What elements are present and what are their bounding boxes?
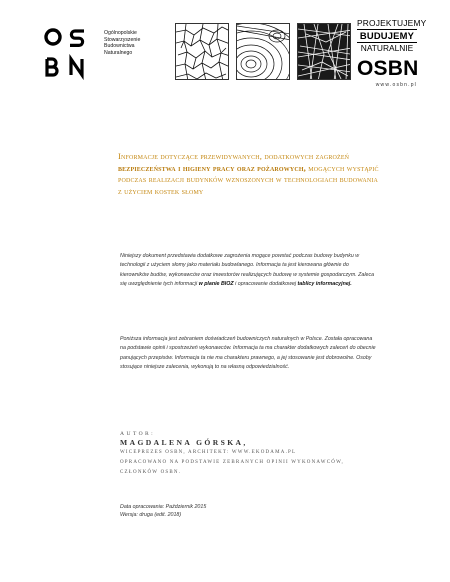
straw-fiber-texture — [297, 23, 351, 80]
author-block — [120, 430, 390, 478]
creation-date: Data opracowania: Październik 2015 — [120, 504, 207, 510]
brand-block: PROJEKTUJEMY BUDUJEMY NATURALNIE OSBN www.osbn.pl — [357, 18, 427, 88]
document-title: Informacje dotyczące przewidywanych, dodatkowych zagrożeń bezpieczeństwa i higieny pracy oraz pożarowych, mogących wystąpić podczas realizacji budynków wznoszonych w technologiach budowania z użyciem kostek słomy — [118, 151, 379, 196]
author-note: OPRACOWANO NA PODSTAWIE ZEBRANYCH OPINII WYKONAWCÓW, — [120, 460, 344, 465]
version-info: Wersja: druga (edit. 2018) — [120, 512, 182, 519]
website-link[interactable]: www.osbn.pl — [375, 82, 417, 88]
author-label: AUTOR: — [120, 431, 156, 437]
author-name: MAGDALENA GÓRSKA, — [120, 438, 248, 447]
organization-name: Ogólnopolskie Stowarzyszenie Budownictwa Naturalnego — [104, 30, 141, 56]
author-note-cont: CZŁONKÓW OSBN. — [120, 470, 182, 475]
osbn-logo — [44, 26, 94, 82]
wood-grain-texture — [236, 23, 290, 80]
brand-logo-text: OSBN — [357, 57, 419, 80]
disclaimer-paragraph: Poniższa informacja jest zebraniem doświadczeń budowniczych naturalnych w Polsce. Została opracowana na podstawie opinii i spostrzeżeń wykonawców. Informacja ta ma charakter dodatkowych zaleceń do obecnie panujących przepisów. Informacja ta nie ma charakteru prawnego, a jej stosowanie jest dobrowolne. Osoby stosujące niniejsze zalecenia, wykonują to na własną odpowiedzialność. — [120, 336, 376, 371]
document-meta — [120, 503, 320, 519]
author-role: WICEPREZES OSBN, ARCHITEKT: WWW.EKODAMA.PL — [120, 450, 297, 455]
intro-paragraph: Niniejszy dokument przedstawia dodatkowe zagrożenia mogące powstać podczas budowy budynku w technologii z użyciem słomy jako materiału budowlanego. Informacja ta jest kierowana głównie do kierowników budów, wykonawców oraz inwestorów realizujących budowę w systemie gospodarczym. Zaleca się uwzględnienie tych informacji w planie BIOZ i opracowanie dodatkowej tablicy informacyjnej. — [120, 253, 375, 288]
cracked-earth-texture — [175, 23, 229, 80]
